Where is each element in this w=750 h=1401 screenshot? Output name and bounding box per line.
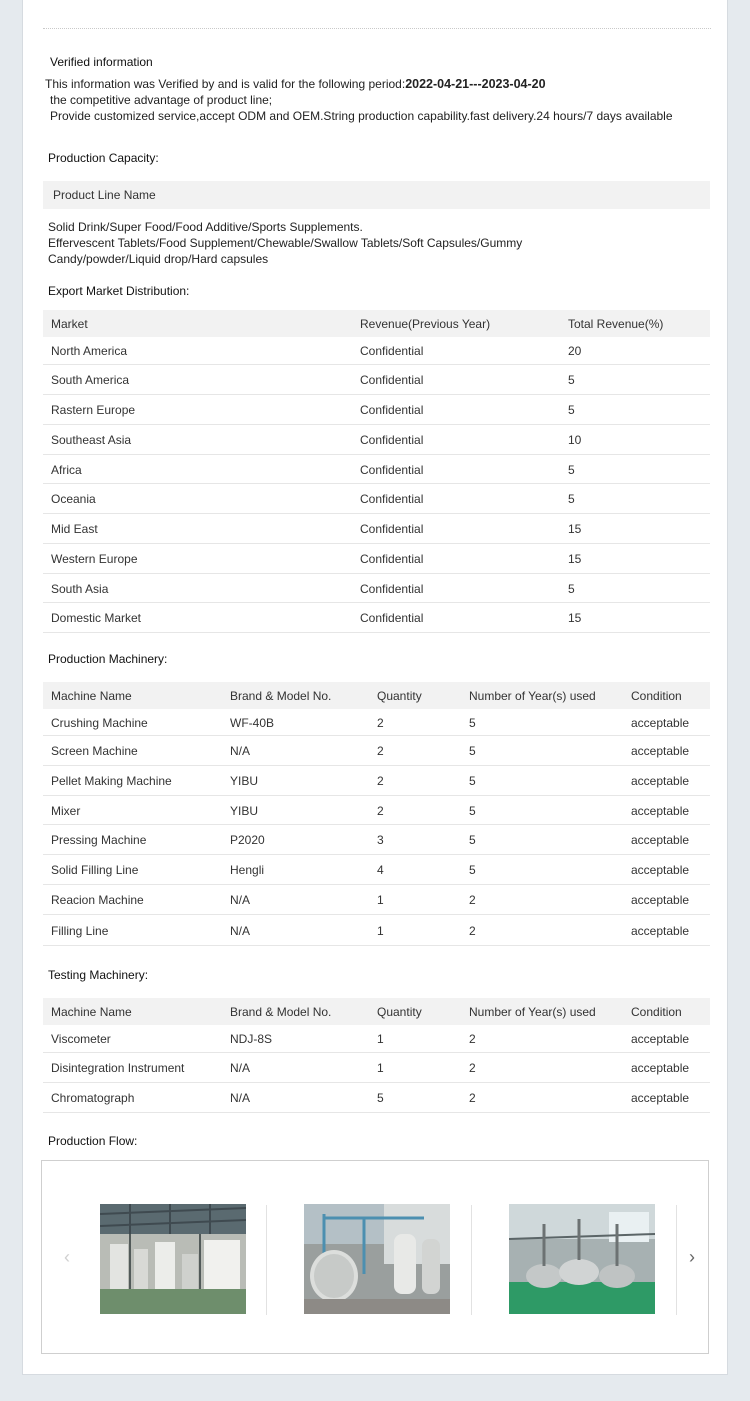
table-cell: 5: [469, 716, 476, 730]
column-header: Machine Name: [51, 1005, 132, 1019]
table-cell: 5: [377, 1091, 384, 1105]
table-cell: 2: [469, 924, 476, 938]
table-row: [43, 885, 710, 915]
table-cell: 5: [469, 863, 476, 877]
table-cell: Confidential: [360, 403, 424, 417]
table-row: [43, 544, 710, 574]
table-cell: Mixer: [51, 804, 81, 818]
verified-period-line: [45, 77, 546, 91]
column-header: Machine Name: [51, 689, 132, 703]
table-cell: Rastern Europe: [51, 403, 136, 417]
table-cell: 1: [377, 1032, 384, 1046]
table-cell: 2: [377, 716, 384, 730]
table-cell: Confidential: [360, 611, 424, 625]
capacity-line-2: Effervescent Tablets/Food Supplement/Chewable/Swallow Tablets/Soft Capsules/Gummy: [48, 236, 523, 250]
table-cell: 1: [377, 1061, 384, 1075]
table-cell: 5: [568, 403, 575, 417]
chevron-right-icon[interactable]: ›: [689, 1247, 695, 1267]
testing-machinery-table: [43, 998, 710, 1112]
table-cell: 1: [377, 924, 384, 938]
table-cell: acceptable: [631, 1091, 690, 1105]
verified-title: Verified information: [50, 55, 153, 69]
column-header: Number of Year(s) used: [469, 689, 596, 703]
table-cell: N/A: [230, 744, 251, 758]
factory-photo-3[interactable]: [509, 1204, 655, 1314]
table-cell: acceptable: [631, 833, 690, 847]
table-cell: 5: [469, 833, 476, 847]
table-row: [43, 514, 710, 544]
table-cell: NDJ-8S: [230, 1032, 273, 1046]
capacity-title: Production Capacity:: [48, 151, 159, 165]
table-cell: Pressing Machine: [51, 833, 147, 847]
table-cell: N/A: [230, 893, 251, 907]
table-cell: 5: [568, 463, 575, 477]
table-cell: acceptable: [631, 716, 690, 730]
table-cell: Domestic Market: [51, 611, 142, 625]
verified-period-prefix: This information was Verified by and is valid for the following period:: [45, 77, 406, 91]
table-cell: WF-40B: [230, 716, 275, 730]
table-cell: acceptable: [631, 893, 690, 907]
table-cell: Confidential: [360, 373, 424, 387]
column-header: Brand & Model No.: [230, 1005, 332, 1019]
table-cell: acceptable: [631, 1061, 690, 1075]
table-cell: 2: [469, 893, 476, 907]
table-cell: 2: [377, 774, 384, 788]
table-row: [43, 766, 710, 796]
photo-separator: [471, 1205, 472, 1315]
table-cell: acceptable: [631, 774, 690, 788]
table-cell: 10: [568, 433, 582, 447]
divider: [43, 28, 711, 29]
table-row: [43, 1053, 710, 1083]
table-cell: North America: [51, 344, 128, 358]
column-header: Total Revenue(%): [568, 317, 664, 331]
table-cell: 20: [568, 344, 582, 358]
table-cell: acceptable: [631, 744, 690, 758]
chevron-left-icon[interactable]: ‹: [64, 1247, 70, 1267]
table-cell: 3: [377, 833, 384, 847]
table-cell: Confidential: [360, 582, 424, 596]
table-row: [43, 1025, 710, 1053]
table-cell: Confidential: [360, 552, 424, 566]
export-title: Export Market Distribution:: [48, 284, 190, 298]
table-cell: 4: [377, 863, 384, 877]
factory-photo-1[interactable]: [100, 1204, 246, 1314]
table-cell: Hengli: [230, 863, 265, 877]
verified-period: 2022-04-21---2023-04-20: [405, 77, 546, 91]
table-cell: acceptable: [631, 1032, 690, 1046]
table-row: [43, 709, 710, 736]
production-flow-gallery: [41, 1160, 709, 1354]
table-cell: Mid East: [51, 522, 98, 536]
column-header: Market: [51, 317, 88, 331]
table-row: [43, 574, 710, 603]
table-cell: Africa: [51, 463, 82, 477]
table-row: [43, 365, 710, 395]
table-cell: 2: [469, 1032, 476, 1046]
table-cell: 5: [469, 744, 476, 758]
table-header: [43, 998, 710, 1025]
table-cell: YIBU: [230, 804, 259, 818]
table-cell: 1: [377, 893, 384, 907]
table-cell: Western Europe: [51, 552, 138, 566]
table-cell: 5: [568, 373, 575, 387]
table-cell: Crushing Machine: [51, 716, 148, 730]
table-cell: 2: [469, 1091, 476, 1105]
table-cell: Confidential: [360, 433, 424, 447]
capacity-line-1: Solid Drink/Super Food/Food Additive/Sports Supplements.: [48, 220, 363, 234]
table-header: [43, 310, 710, 337]
table-cell: N/A: [230, 1091, 251, 1105]
table-cell: Confidential: [360, 344, 424, 358]
table-row: [43, 395, 710, 425]
table-cell: acceptable: [631, 863, 690, 877]
verified-line-3: Provide customized service,accept ODM and OEM.String production capability.fast delivery.24 hours/7 days available: [50, 109, 673, 123]
table-cell: acceptable: [631, 924, 690, 938]
table-cell: 15: [568, 522, 582, 536]
table-cell: South America: [51, 373, 130, 387]
capacity-line-3: Candy/powder/Liquid drop/Hard capsules: [48, 252, 269, 266]
factory-photo-2[interactable]: [304, 1204, 450, 1314]
table-cell: 2: [377, 804, 384, 818]
table-row: [43, 855, 710, 885]
table-cell: N/A: [230, 924, 251, 938]
table-cell: P2020: [230, 833, 265, 847]
table-cell: 2: [377, 744, 384, 758]
table-cell: South Asia: [51, 582, 109, 596]
table-cell: Screen Machine: [51, 744, 138, 758]
table-cell: 5: [568, 492, 575, 506]
table-cell: Chromatograph: [51, 1091, 135, 1105]
table-cell: 5: [469, 774, 476, 788]
table-cell: Confidential: [360, 522, 424, 536]
table-row: [43, 425, 710, 455]
column-header: Number of Year(s) used: [469, 1005, 596, 1019]
table-cell: 2: [469, 1061, 476, 1075]
table-cell: Reacion Machine: [51, 893, 144, 907]
column-header: Condition: [631, 689, 682, 703]
table-row: [43, 796, 710, 825]
company-info-card: [22, 0, 728, 1375]
column-header: Condition: [631, 1005, 682, 1019]
photo-separator: [266, 1205, 267, 1315]
table-cell: Oceania: [51, 492, 96, 506]
table-cell: acceptable: [631, 804, 690, 818]
table-row: [43, 915, 710, 946]
table-cell: Southeast Asia: [51, 433, 132, 447]
table-row: [43, 455, 710, 484]
table-cell: YIBU: [230, 774, 259, 788]
capacity-table-header: [43, 181, 710, 209]
table-row: [43, 603, 710, 633]
table-row: [43, 337, 710, 365]
photo-separator: [676, 1205, 677, 1315]
production-machinery-title: Production Machinery:: [48, 652, 168, 666]
table-cell: Confidential: [360, 463, 424, 477]
table-cell: Solid Filling Line: [51, 863, 139, 877]
table-cell: Viscometer: [51, 1032, 111, 1046]
capacity-header-label: Product Line Name: [53, 188, 156, 202]
table-row: [43, 736, 710, 766]
table-cell: 5: [469, 804, 476, 818]
table-cell: Filling Line: [51, 924, 109, 938]
table-row: [43, 484, 710, 514]
production-flow-title: Production Flow:: [48, 1134, 138, 1148]
table-cell: 15: [568, 611, 582, 625]
table-cell: 15: [568, 552, 582, 566]
column-header: Revenue(Previous Year): [360, 317, 491, 331]
table-row: [43, 1083, 710, 1113]
table-cell: Disintegration Instrument: [51, 1061, 185, 1075]
production-machinery-table: [43, 682, 710, 946]
verified-line-2: the competitive advantage of product line;: [50, 93, 273, 107]
column-header: Quantity: [377, 689, 422, 703]
table-cell: Pellet Making Machine: [51, 774, 172, 788]
testing-machinery-title: Testing Machinery:: [48, 968, 149, 982]
table-cell: 5: [568, 582, 575, 596]
table-row: [43, 825, 710, 855]
table-cell: N/A: [230, 1061, 251, 1075]
column-header: Brand & Model No.: [230, 689, 332, 703]
column-header: Quantity: [377, 1005, 422, 1019]
export-market-table: [43, 310, 710, 633]
table-header: [43, 682, 710, 709]
table-cell: Confidential: [360, 492, 424, 506]
